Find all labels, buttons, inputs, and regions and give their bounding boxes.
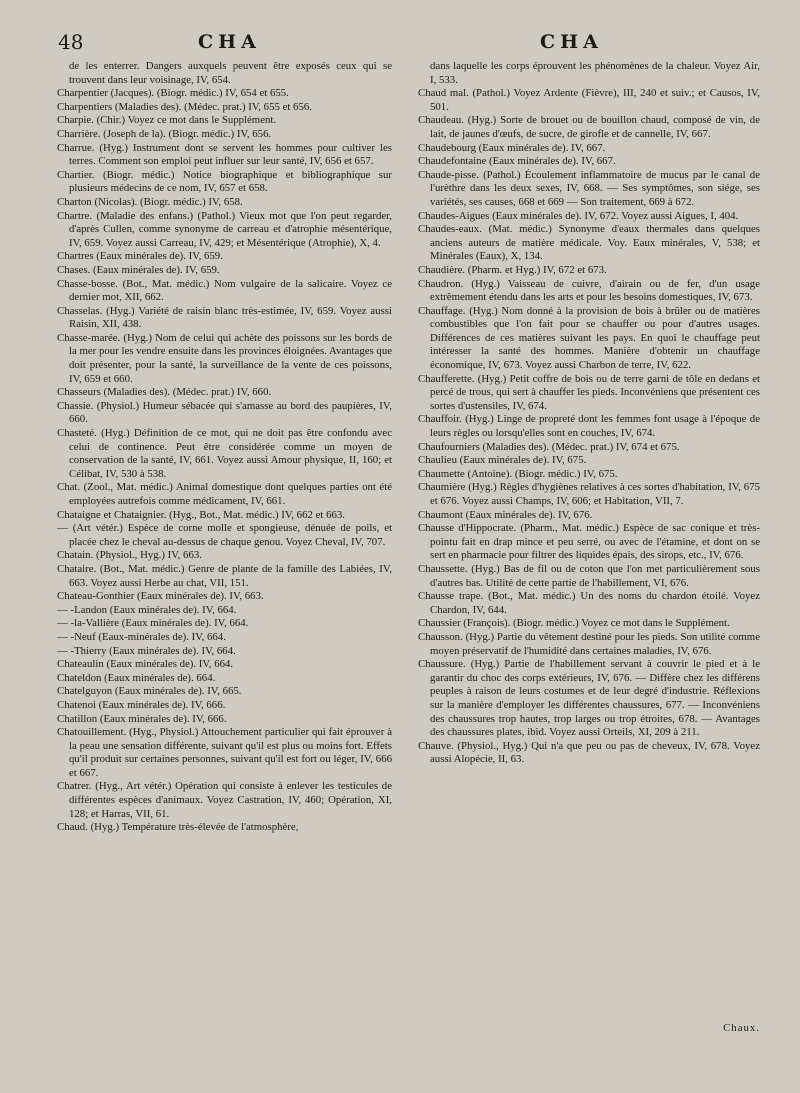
index-entry: Chartre. (Maladie des enfans.) (Pathol.) Vieux mot que l'on peut regarder, d'après Cullen, comme synonyme de carreau et d'atrophie mésentérique, IV, 659. Voyez aussi Carreau, IV, 429; et Mésentérique (Atrophie), X, 4. xyxy=(57,209,392,249)
index-entry: Chaulieu (Eaux minérales de). IV, 675. xyxy=(418,454,587,467)
index-entry: Chaudron. (Hyg.) Vaisseau de cuivre, d'airain ou de fer, d'un usage extrêmement étendu dans les arts et pour les besoins domestiques, IV, 673. xyxy=(418,277,760,304)
index-entry: Chaufourniers (Maladies des). (Médec. prat.) IV, 674 et 675. xyxy=(418,440,680,453)
left-column xyxy=(57,60,392,835)
index-entry: Chasseurs (Maladies des). (Médec. prat.) IV, 660. xyxy=(57,386,272,399)
index-entry: Chasteté. (Hyg.) Définition de ce mot, qui ne doit pas être confondu avec celui de continence. Peut être considérée comme un moyen de conservation de la santé, IV, 661. Voyez aussi Amour physique, II, 160; et Célibat, IV, 530 à 538. xyxy=(57,427,392,480)
index-entry: Chasselas. (Hyg.) Variété de raisin blanc très-estimée, IV, 659. Voyez aussi Raisin, XII, 438. xyxy=(57,304,392,331)
index-entry: de les enterrer. Dangers auxquels peuvent être exposés ceux qui se trouvent dans leur voisinage, IV, 654. xyxy=(69,60,392,86)
index-entry: Chaud mal. (Pathol.) Voyez Ardente (Fièvre), III, 240 et suiv.; et Causos, IV, 501. xyxy=(418,87,760,113)
index-entry: Chaudes-eaux. (Mat. médic.) Synonyme d'eaux thermales dans quelques anciens auteurs de matière médicale. Voy. Eaux minérales, V, 538; et Minérales (Eaux), X, 134. xyxy=(418,223,760,263)
index-entry: Chaussier (François). (Biogr. médic.) Voyez ce mot dans le Supplément. xyxy=(418,617,730,630)
index-entry: Charpentier (Jacques). (Biogr. médic.) IV, 654 et 655. xyxy=(57,87,289,100)
index-entry: Chauffoir. (Hyg.) Linge de propreté dont les femmes font usage à l'époque de leurs règles ou lorsqu'elles sont en couches, IV, 674. xyxy=(418,413,760,440)
index-entry: Chauve. (Physiol., Hyg.) Qui n'a que peu ou pas de cheveux, IV, 678. Voyez aussi Alopécie, II, 63. xyxy=(418,739,760,766)
index-entry: Chaude-pisse. (Pathol.) Écoulement inflammatoire de mucus par le canal de l'urèthre dans les deux sexes, IV, 668. — Ses symptômes, son siége, ses variétés, ses causes, 668 et 669 — Son traitement, 669 à 672. xyxy=(418,168,760,208)
index-entry: Chateau-Gonthier (Eaux minérales de). IV, 663. xyxy=(57,590,264,603)
running-head-left: CHA xyxy=(198,31,261,53)
index-entry: Chaudefontaine (Eaux minérales de). IV, 667. xyxy=(418,155,616,168)
index-entry: Chatain. (Physiol., Hyg.) IV, 663. xyxy=(57,549,202,562)
index-entry: Chaumont (Eaux minérales de). IV, 676. xyxy=(418,508,593,521)
index-entry: Charton (Nicolas). (Biogr. médic.) IV, 658. xyxy=(57,195,243,208)
index-entry: Chatouillement. (Hyg., Physiol.) Attouchement particulier qui fait éprouver à la peau une sensation différente, suivant qu'il est plus ou moins fort. Effets qu'il produit sur certaines personnes, suivant qu'il est fort ou léger, IV, 666 et 667. xyxy=(57,726,392,779)
catchword: Chaux. xyxy=(723,1022,760,1034)
index-entry: Chateldon (Eaux minérales de). 664. xyxy=(57,671,216,684)
index-entry: Chaudebourg (Eaux minérales de). IV, 667. xyxy=(418,141,606,154)
index-entry: Chatillon (Eaux minérales de). IV, 666. xyxy=(57,712,227,725)
index-entry: Chaussette. (Hyg.) Bas de fil ou de coton que l'on met particulièrement sous d'autres bas. Utilité de cette partie de l'habillement, VI, 676. xyxy=(418,562,760,589)
index-entry: Charrière. (Joseph de la). (Biogr. médic.) IV, 656. xyxy=(57,127,272,140)
index-entry: — -Thierry (Eaux minérales de). IV, 664. xyxy=(57,644,236,657)
index-entry: Charrue. (Hyg.) Instrument dont se servent les hommes pour cultiver les terres. Comment son emploi peut influer sur leur santé, IV, 656 et 657. xyxy=(57,141,392,168)
index-entry: Chaudière. (Pharm. et Hyg.) IV, 672 et 673. xyxy=(418,263,607,276)
index-entry: Chartier. (Biogr. médic.) Notice biographique et bibliographique sur plusieurs médecins de ce nom, IV, 657 et 658. xyxy=(57,168,392,195)
running-head-right: CHA xyxy=(540,31,603,53)
right-column xyxy=(418,60,760,767)
index-entry: — -la-Vallière (Eaux minérales de). IV, 664. xyxy=(57,617,249,630)
index-entry: Chatrer. (Hyg., Art vétér.) Opération qui consiste à enlever les testicules de différentes espèces d'animaux. Voyez Castration, IV, 460; Opération, XI, 128; et Harras, VII, 61. xyxy=(57,780,392,820)
index-entry: Charpentiers (Maladies des). (Médec. prat.) IV, 655 et 656. xyxy=(57,100,312,113)
index-entry: Chaussure. (Hyg.) Partie de l'habillement servant à couvrir le pied et à le garantir du choc des corps extérieurs, IV, 676. — Diffère chez les différens peuples à raison de leurs costumes et de leur degré d'industrie. Réflexions sur la manière d'employer les différentes chaussures, 677. — Inconvéniens des chaussures trop hautes, trop larges ou trop étroites, 678. — Avantages des chaussures plates, ibid. Voyez aussi Orteils, XI, 209 à 211. xyxy=(418,658,760,739)
index-entry: Charpie. (Chir.) Voyez ce mot dans le Supplément. xyxy=(57,114,277,127)
index-entry: — (Art vétér.) Espèce de corne molle et spongieuse, dénuée de poils, et placée chez le cheval au-dessus de chaque genou. Voyez Cheval, IV, 707. xyxy=(57,522,392,548)
page-number: 48 xyxy=(58,30,84,54)
index-entry: Chaudeau. (Hyg.) Sorte de brouet ou de bouillon chaud, composé de vin, de lait, de jaunes d'œufs, de sucre, de girofle et de cannelle, IV, 667. xyxy=(418,114,760,140)
index-entry: Chausse trape. (Bot., Mat. médic.) Un des noms du chardon étoilé. Voyez Chardon, IV, 644. xyxy=(418,590,760,616)
index-entry: Chaud. (Hyg.) Température très-élevée de l'atmosphère, xyxy=(57,821,299,834)
index-entry: — -Neuf (Eaux-minérales de). IV, 664. xyxy=(57,630,226,643)
index-entry: — -Landon (Eaux minérales de). IV, 664. xyxy=(57,603,237,616)
index-entry: Chases. (Eaux minérales de). IV, 659. xyxy=(57,263,220,276)
index-entry: Chasse-marée. (Hyg.) Nom de celui qui achète des poissons sur les bords de la mer pour les vendre ensuite dans les provinces éloignées. Avantages que doit présenter, pour la santé, la surveillance de la vente de ces poissons, IV, 659 et 660. xyxy=(57,331,393,385)
index-entry: Chateaulin (Eaux minérales de). IV, 664. xyxy=(57,658,234,671)
index-entry: Chat. (Zool., Mat. médic.) Animal domestique dont quelques parties ont été employées autrefois comme médicament, IV, 661. xyxy=(57,481,392,507)
index-entry: Chatenoi (Eaux minérales de). IV, 666. xyxy=(57,698,226,711)
index-entry: Chaumière (Hyg.) Règles d'hygiènes relatives à ces sortes d'habitation, IV, 675 et 676. Voyez aussi Champs, IV, 606; et Habitation, VII, 7. xyxy=(418,481,760,507)
index-entry: Chasse-bosse. (Bot., Mat. médic.) Nom vulgaire de la salicaire. Voyez ce dernier mot, XII, 662. xyxy=(57,277,392,304)
index-entry: Chaudes-Aigues (Eaux minérales de). IV, 672. Voyez aussi Aigues, I, 404. xyxy=(418,209,739,222)
index-entry: Chaufferette. (Hyg.) Petit coffre de bois ou de terre garni de tôle en dedans et percé de trous, qui sert à chauffer les pieds. Inconvéniens que présentent ces sortes d'ustensiles, IV, 674. xyxy=(418,372,760,412)
index-entry: Chaumette (Antoine). (Biogr. médic.) IV, 675. xyxy=(418,467,618,480)
index-entry: Chataire. (Bot., Mat. médic.) Genre de plante de la famille des Labiées, IV, 663. Voyez aussi Herbe au chat, VII, 151. xyxy=(57,562,392,589)
index-entry: Chausson. (Hyg.) Partie du vêtement destiné pour les pieds. Son utilité comme moyen préservatif de l'humidité dans certaines maladies, IV, 676. xyxy=(418,630,760,657)
index-entry: dans laquelle les corps éprouvent les phénomènes de la chaleur. Voyez Air, I, 533. xyxy=(430,60,760,86)
index-entry: Chauffage. (Hyg.) Nom donné à la provision de bois à brûler ou de matières combustibles que l'on fait pour se chauffer ou pour d'autres usages. Différences de ces matières suivant les pays. En quoi le chauffage peut intéresser la santé des hommes. Manière d'obtenir un chauffage économique, IV, 673. Voyez aussi Charbon de terre, IV, 622. xyxy=(418,304,760,372)
index-entry: Chatelguyon (Eaux minérales de). IV, 665. xyxy=(57,685,242,698)
index-entry: Chataigne et Chataignier. (Hyg., Bot., Mat. médic.) IV, 662 et 663. xyxy=(57,508,345,521)
index-entry: Chassie. (Physiol.) Humeur sébacée qui s'amasse au bord des paupières, IV, 660. xyxy=(57,399,392,426)
index-entry: Chartres (Eaux minérales de). IV, 659. xyxy=(57,250,223,263)
index-entry: Chausse d'Hippocrate. (Pharm., Mat. médic.) Espèce de sac conique et très-pointu fait en drap mince et peu serré, ou avec de l'étamine, et dont on se sert en pharmacie pour filtrer des liquides épais, des sirops, etc., IV, 676. xyxy=(418,522,760,562)
